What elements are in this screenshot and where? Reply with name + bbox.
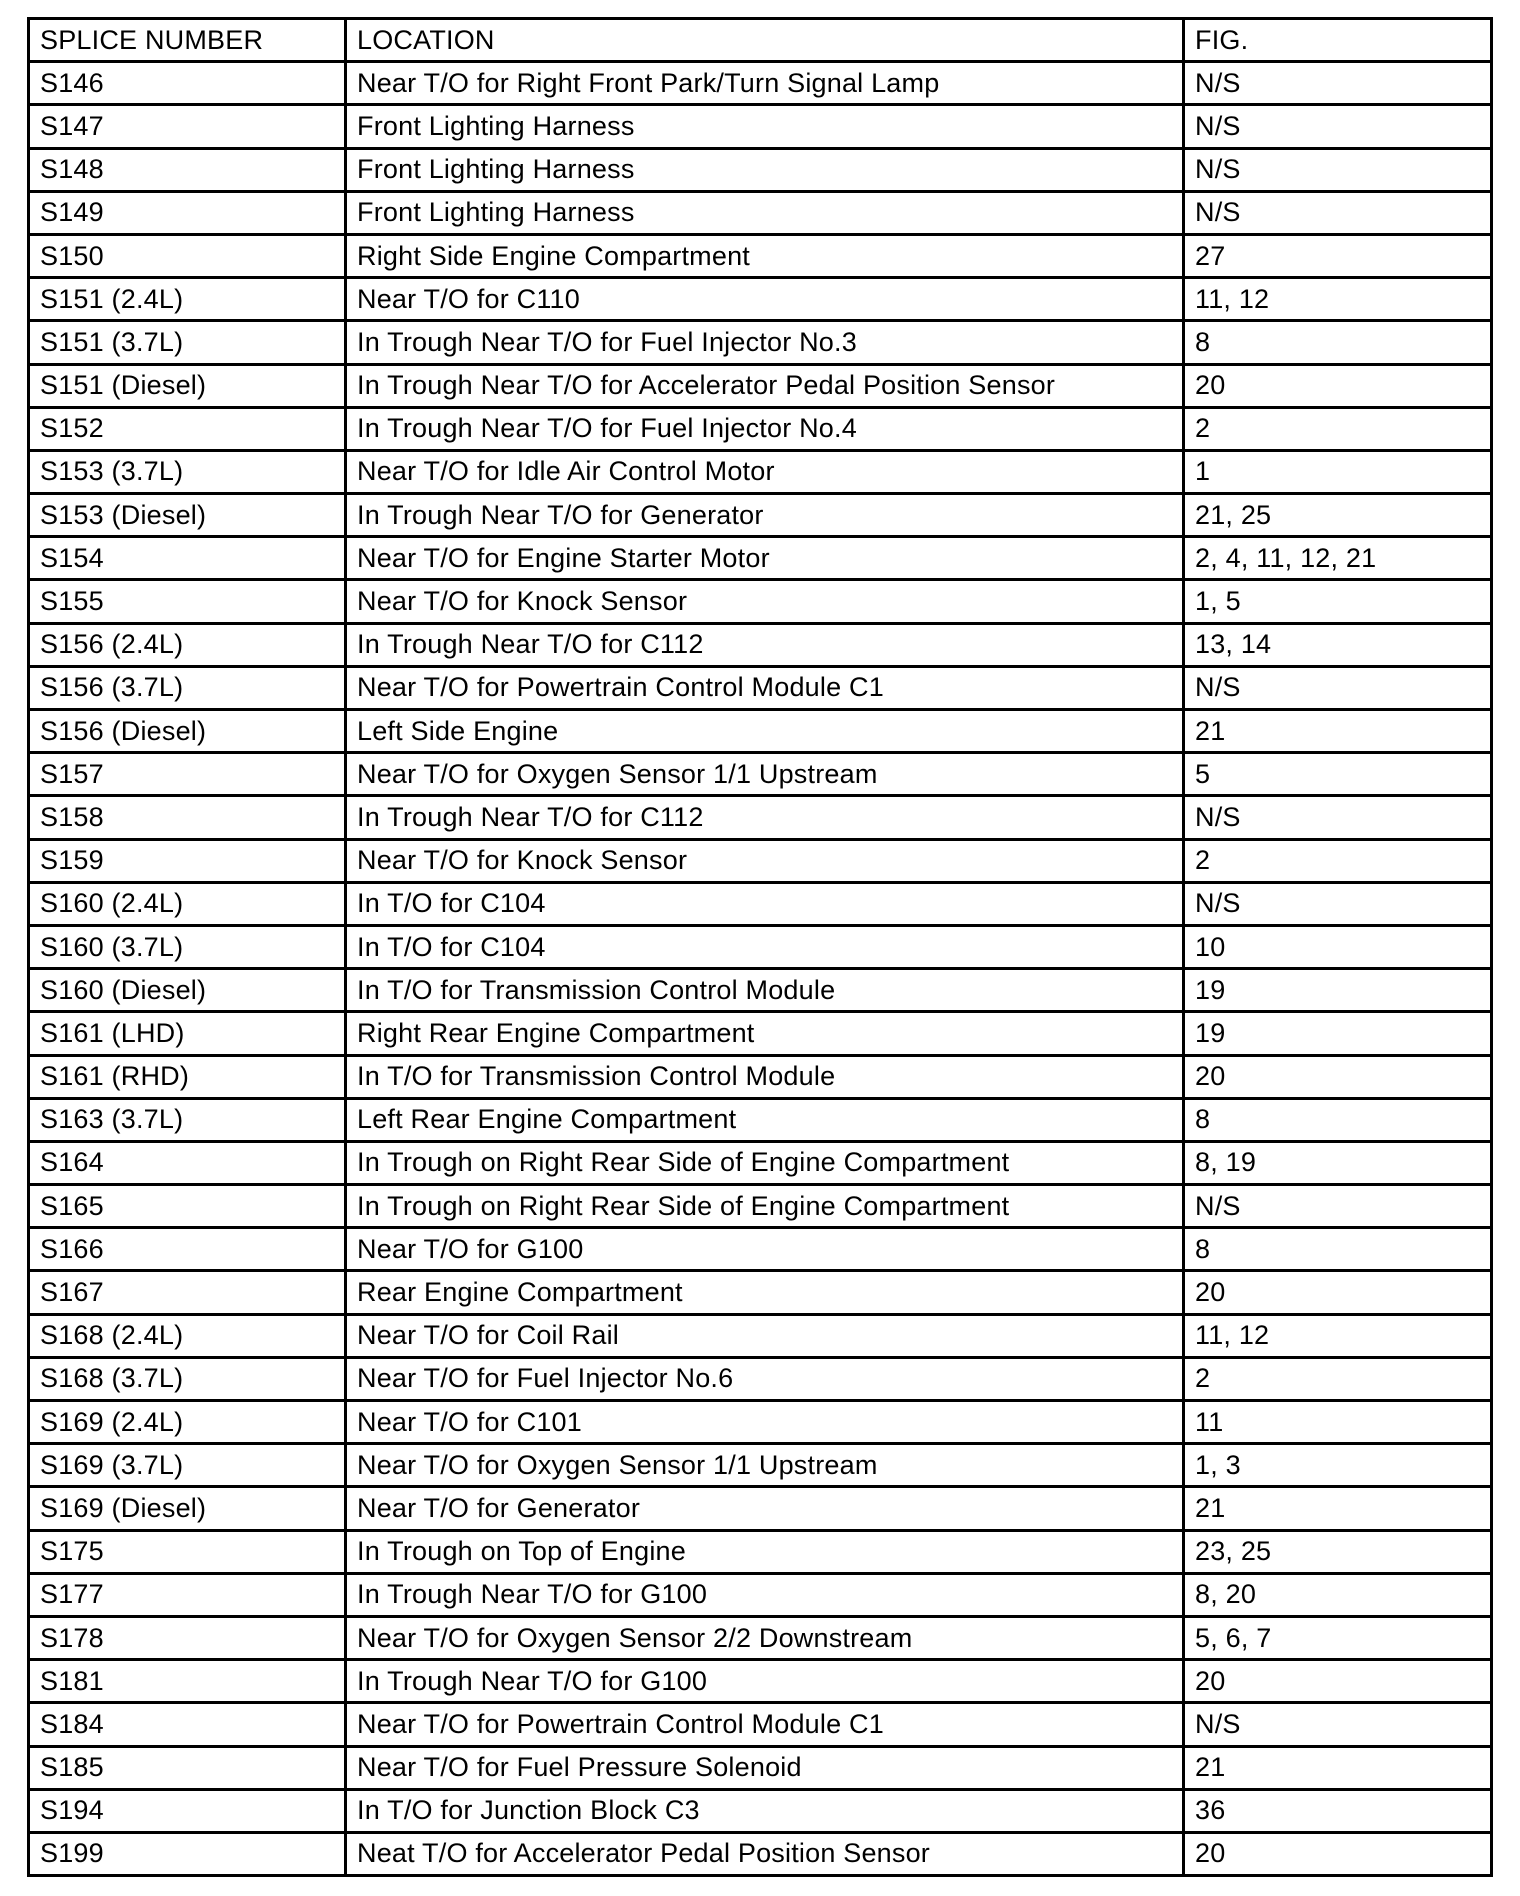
fig-cell: 11 xyxy=(1184,1401,1492,1444)
table-row xyxy=(29,839,1492,882)
table-row xyxy=(29,925,1492,968)
splice-number-cell: S185 xyxy=(29,1746,346,1789)
location-cell: Near T/O for C110 xyxy=(346,278,1184,321)
splice-number-cell: S152 xyxy=(29,407,346,450)
table-row xyxy=(29,1746,1492,1789)
location-cell: Right Rear Engine Compartment xyxy=(346,1012,1184,1055)
splice-number-cell: S184 xyxy=(29,1703,346,1746)
location-cell: Front Lighting Harness xyxy=(346,105,1184,148)
fig-cell: 13, 14 xyxy=(1184,623,1492,666)
fig-cell: 1, 3 xyxy=(1184,1444,1492,1487)
table-row xyxy=(29,450,1492,493)
table-row xyxy=(29,1444,1492,1487)
table-row xyxy=(29,407,1492,450)
splice-number-cell: S156 (Diesel) xyxy=(29,710,346,753)
splice-number-cell: S165 xyxy=(29,1185,346,1228)
location-cell: Near T/O for Engine Starter Motor xyxy=(346,537,1184,580)
splice-number-cell: S151 (Diesel) xyxy=(29,364,346,407)
splice-number-cell: S168 (2.4L) xyxy=(29,1314,346,1357)
table-row xyxy=(29,1616,1492,1659)
table-row xyxy=(29,882,1492,925)
fig-cell: 27 xyxy=(1184,234,1492,277)
splice-number-cell: S151 (2.4L) xyxy=(29,278,346,321)
fig-cell: N/S xyxy=(1184,105,1492,148)
table-row xyxy=(29,1055,1492,1098)
table-row xyxy=(29,1314,1492,1357)
location-cell: Left Rear Engine Compartment xyxy=(346,1098,1184,1141)
table-row xyxy=(29,1141,1492,1184)
location-cell: Near T/O for Powertrain Control Module C1 xyxy=(346,666,1184,709)
header-fig: FIG. xyxy=(1184,19,1492,62)
table-body xyxy=(29,62,1492,1876)
location-cell: In T/O for C104 xyxy=(346,925,1184,968)
location-cell: Near T/O for G100 xyxy=(346,1228,1184,1271)
fig-cell: 11, 12 xyxy=(1184,278,1492,321)
location-cell: Front Lighting Harness xyxy=(346,148,1184,191)
fig-cell: 23, 25 xyxy=(1184,1530,1492,1573)
location-cell: Near T/O for Knock Sensor xyxy=(346,580,1184,623)
table-row xyxy=(29,753,1492,796)
table-row xyxy=(29,1789,1492,1832)
fig-cell: 5 xyxy=(1184,753,1492,796)
splice-number-cell: S164 xyxy=(29,1141,346,1184)
table-row xyxy=(29,623,1492,666)
fig-cell: 8 xyxy=(1184,1228,1492,1271)
location-cell: In Trough Near T/O for Fuel Injector No.4 xyxy=(346,407,1184,450)
fig-cell: 5, 6, 7 xyxy=(1184,1616,1492,1659)
table-row xyxy=(29,364,1492,407)
location-cell: In Trough on Top of Engine xyxy=(346,1530,1184,1573)
table-row xyxy=(29,148,1492,191)
location-cell: In Trough Near T/O for C112 xyxy=(346,623,1184,666)
splice-number-cell: S161 (LHD) xyxy=(29,1012,346,1055)
fig-cell: 2 xyxy=(1184,839,1492,882)
splice-number-cell: S157 xyxy=(29,753,346,796)
splice-number-cell: S194 xyxy=(29,1789,346,1832)
table-row xyxy=(29,1703,1492,1746)
fig-cell: 36 xyxy=(1184,1789,1492,1832)
fig-cell: 19 xyxy=(1184,969,1492,1012)
fig-cell: 10 xyxy=(1184,925,1492,968)
table-row xyxy=(29,1573,1492,1616)
fig-cell: 20 xyxy=(1184,1832,1492,1875)
splice-number-cell: S169 (Diesel) xyxy=(29,1487,346,1530)
table-row xyxy=(29,321,1492,364)
splice-number-cell: S163 (3.7L) xyxy=(29,1098,346,1141)
table-row xyxy=(29,494,1492,537)
table-row xyxy=(29,105,1492,148)
fig-cell: N/S xyxy=(1184,1185,1492,1228)
fig-cell: 20 xyxy=(1184,1271,1492,1314)
splice-number-cell: S160 (2.4L) xyxy=(29,882,346,925)
location-cell: Near T/O for Oxygen Sensor 2/2 Downstream xyxy=(346,1616,1184,1659)
splice-number-cell: S160 (3.7L) xyxy=(29,925,346,968)
splice-number-cell: S181 xyxy=(29,1660,346,1703)
table-row xyxy=(29,62,1492,105)
table-row xyxy=(29,1098,1492,1141)
location-cell: Neat T/O for Accelerator Pedal Position Sensor xyxy=(346,1832,1184,1875)
fig-cell: 2 xyxy=(1184,407,1492,450)
fig-cell: 20 xyxy=(1184,364,1492,407)
splice-table-container xyxy=(27,17,1490,1877)
fig-cell: 1, 5 xyxy=(1184,580,1492,623)
fig-cell: 11, 12 xyxy=(1184,1314,1492,1357)
splice-number-cell: S156 (3.7L) xyxy=(29,666,346,709)
table-header xyxy=(29,19,1492,62)
splice-number-cell: S154 xyxy=(29,537,346,580)
table-row xyxy=(29,1660,1492,1703)
table-row xyxy=(29,537,1492,580)
location-cell: In T/O for Transmission Control Module xyxy=(346,1055,1184,1098)
table-row xyxy=(29,1357,1492,1400)
fig-cell: 21, 25 xyxy=(1184,494,1492,537)
table-row xyxy=(29,278,1492,321)
table-row xyxy=(29,796,1492,839)
location-cell: In Trough Near T/O for Accelerator Pedal Position Sensor xyxy=(346,364,1184,407)
splice-number-cell: S153 (3.7L) xyxy=(29,450,346,493)
location-cell: In Trough Near T/O for G100 xyxy=(346,1660,1184,1703)
fig-cell: N/S xyxy=(1184,666,1492,709)
table-row xyxy=(29,1401,1492,1444)
splice-number-cell: S160 (Diesel) xyxy=(29,969,346,1012)
splice-number-cell: S147 xyxy=(29,105,346,148)
splice-number-cell: S153 (Diesel) xyxy=(29,494,346,537)
location-cell: In Trough Near T/O for G100 xyxy=(346,1573,1184,1616)
table-row xyxy=(29,1228,1492,1271)
fig-cell: 2 xyxy=(1184,1357,1492,1400)
splice-number-cell: S148 xyxy=(29,148,346,191)
table-row xyxy=(29,1012,1492,1055)
location-cell: Near T/O for C101 xyxy=(346,1401,1184,1444)
splice-number-cell: S149 xyxy=(29,191,346,234)
location-cell: In Trough on Right Rear Side of Engine Compartment xyxy=(346,1185,1184,1228)
location-cell: In Trough Near T/O for Generator xyxy=(346,494,1184,537)
fig-cell: 8, 19 xyxy=(1184,1141,1492,1184)
fig-cell: 8 xyxy=(1184,1098,1492,1141)
fig-cell: 20 xyxy=(1184,1055,1492,1098)
table-row xyxy=(29,1271,1492,1314)
location-cell: In Trough Near T/O for Fuel Injector No.3 xyxy=(346,321,1184,364)
location-cell: Near T/O for Generator xyxy=(346,1487,1184,1530)
location-cell: Near T/O for Right Front Park/Turn Signal Lamp xyxy=(346,62,1184,105)
location-cell: Near T/O for Knock Sensor xyxy=(346,839,1184,882)
splice-number-cell: S156 (2.4L) xyxy=(29,623,346,666)
table-row xyxy=(29,666,1492,709)
fig-cell: 20 xyxy=(1184,1660,1492,1703)
fig-cell: 19 xyxy=(1184,1012,1492,1055)
splice-number-cell: S166 xyxy=(29,1228,346,1271)
table-row xyxy=(29,1832,1492,1875)
fig-cell: 21 xyxy=(1184,710,1492,753)
fig-cell: N/S xyxy=(1184,796,1492,839)
fig-cell: N/S xyxy=(1184,1703,1492,1746)
location-cell: Near T/O for Powertrain Control Module C1 xyxy=(346,1703,1184,1746)
header-splice-number: SPLICE NUMBER xyxy=(29,19,346,62)
table-row xyxy=(29,234,1492,277)
location-cell: Rear Engine Compartment xyxy=(346,1271,1184,1314)
splice-number-cell: S161 (RHD) xyxy=(29,1055,346,1098)
splice-number-cell: S158 xyxy=(29,796,346,839)
splice-number-cell: S169 (2.4L) xyxy=(29,1401,346,1444)
location-cell: In T/O for Transmission Control Module xyxy=(346,969,1184,1012)
table-row xyxy=(29,710,1492,753)
table-row xyxy=(29,1530,1492,1573)
fig-cell: 21 xyxy=(1184,1746,1492,1789)
fig-cell: 8 xyxy=(1184,321,1492,364)
splice-number-cell: S178 xyxy=(29,1616,346,1659)
location-cell: Near T/O for Fuel Injector No.6 xyxy=(346,1357,1184,1400)
splice-number-cell: S199 xyxy=(29,1832,346,1875)
splice-number-cell: S175 xyxy=(29,1530,346,1573)
location-cell: Front Lighting Harness xyxy=(346,191,1184,234)
fig-cell: 1 xyxy=(1184,450,1492,493)
splice-number-cell: S159 xyxy=(29,839,346,882)
fig-cell: N/S xyxy=(1184,882,1492,925)
location-cell: Near T/O for Coil Rail xyxy=(346,1314,1184,1357)
fig-cell: 8, 20 xyxy=(1184,1573,1492,1616)
splice-number-cell: S168 (3.7L) xyxy=(29,1357,346,1400)
location-cell: Near T/O for Oxygen Sensor 1/1 Upstream xyxy=(346,1444,1184,1487)
table-row xyxy=(29,191,1492,234)
table-row xyxy=(29,1185,1492,1228)
location-cell: Near T/O for Oxygen Sensor 1/1 Upstream xyxy=(346,753,1184,796)
fig-cell: 21 xyxy=(1184,1487,1492,1530)
splice-table xyxy=(27,17,1493,1877)
splice-number-cell: S177 xyxy=(29,1573,346,1616)
fig-cell: 2, 4, 11, 12, 21 xyxy=(1184,537,1492,580)
splice-number-cell: S155 xyxy=(29,580,346,623)
splice-number-cell: S169 (3.7L) xyxy=(29,1444,346,1487)
location-cell: In T/O for Junction Block C3 xyxy=(346,1789,1184,1832)
location-cell: Near T/O for Idle Air Control Motor xyxy=(346,450,1184,493)
location-cell: In Trough Near T/O for C112 xyxy=(346,796,1184,839)
header-location: LOCATION xyxy=(346,19,1184,62)
location-cell: Left Side Engine xyxy=(346,710,1184,753)
header-row xyxy=(29,19,1492,62)
location-cell: Right Side Engine Compartment xyxy=(346,234,1184,277)
table-row xyxy=(29,580,1492,623)
splice-number-cell: S167 xyxy=(29,1271,346,1314)
splice-number-cell: S150 xyxy=(29,234,346,277)
location-cell: Near T/O for Fuel Pressure Solenoid xyxy=(346,1746,1184,1789)
splice-number-cell: S146 xyxy=(29,62,346,105)
splice-number-cell: S151 (3.7L) xyxy=(29,321,346,364)
table-row xyxy=(29,1487,1492,1530)
fig-cell: N/S xyxy=(1184,62,1492,105)
fig-cell: N/S xyxy=(1184,148,1492,191)
location-cell: In T/O for C104 xyxy=(346,882,1184,925)
table-row xyxy=(29,969,1492,1012)
fig-cell: N/S xyxy=(1184,191,1492,234)
location-cell: In Trough on Right Rear Side of Engine Compartment xyxy=(346,1141,1184,1184)
